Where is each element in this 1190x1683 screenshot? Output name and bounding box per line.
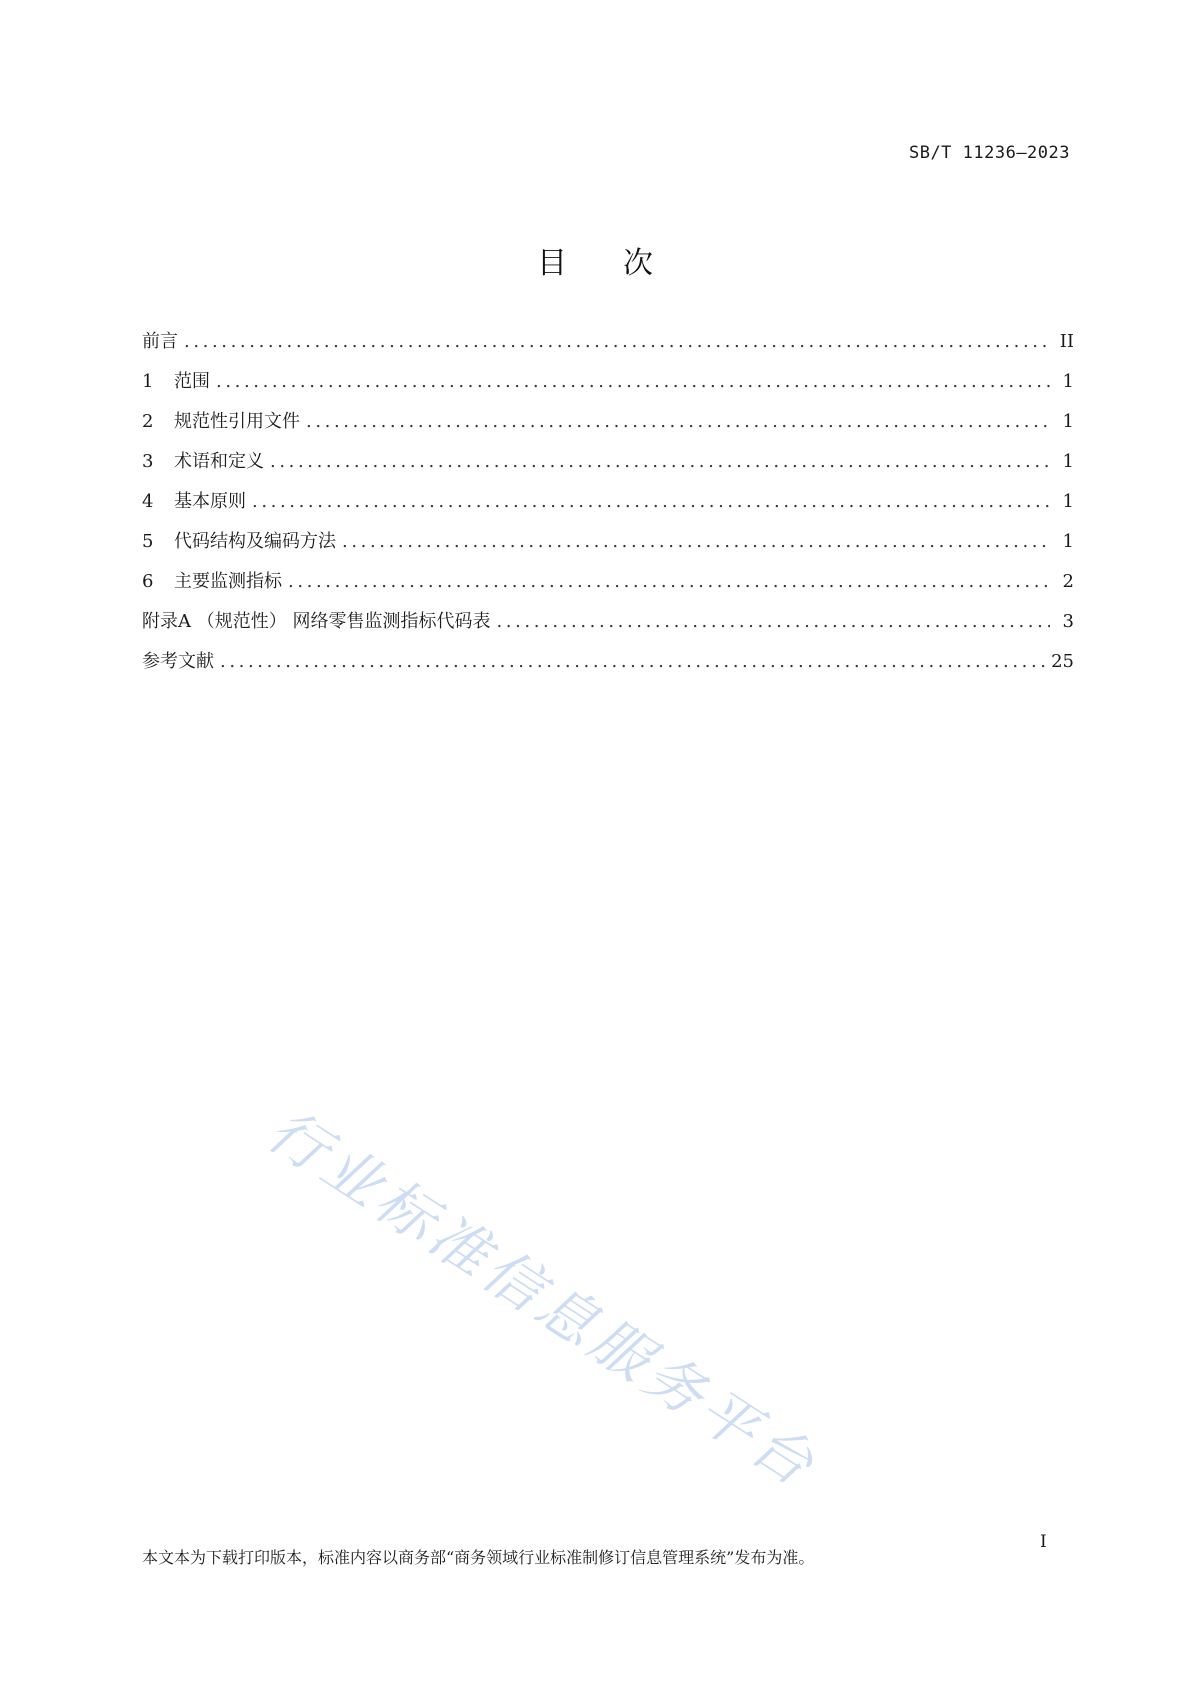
toc-entry-scope[interactable]: [142, 367, 1074, 407]
toc-entry-title: 参考文献: [142, 651, 214, 672]
toc-entry-title: 规范性引用文件: [174, 411, 300, 432]
toc-entry-title: 代码结构及编码方法: [174, 531, 336, 552]
toc-entry-page: II: [1059, 331, 1074, 352]
toc-leader-dots: [220, 651, 1045, 672]
toc-entry-page: 1: [1062, 371, 1074, 392]
toc-entry-page: 25: [1051, 651, 1074, 672]
toc-leader-dots: [342, 531, 1050, 552]
toc-entry-page: 3: [1062, 611, 1074, 632]
toc-leader-dots: [306, 411, 1050, 432]
toc-leader-dots: [288, 571, 1050, 592]
toc-entry-normative-references[interactable]: [142, 407, 1074, 447]
toc-entry-number: 1: [142, 371, 154, 392]
toc-entry-title: 前言: [142, 331, 178, 352]
toc-leader-dots: [184, 331, 1050, 352]
toc-entry-title: 基本原则: [174, 491, 246, 512]
toc-entry-foreword[interactable]: [142, 327, 1074, 367]
toc-entry-monitoring-indicators[interactable]: [142, 567, 1074, 607]
toc-entry-page: 1: [1062, 451, 1074, 472]
toc-entry-code-structure[interactable]: [142, 527, 1074, 567]
toc-entry-title: 范围: [174, 371, 210, 392]
toc-entry-bibliography[interactable]: [142, 647, 1074, 687]
toc-entry-title: 术语和定义: [174, 451, 264, 472]
standard-code: SB/T 11236—2023: [908, 143, 1070, 163]
toc-leader-dots: [216, 371, 1050, 392]
toc-leader-dots: [252, 491, 1050, 512]
toc-entry-page: 2: [1062, 571, 1074, 592]
toc-entry-title: 附录A （规范性） 网络零售监测指标代码表: [142, 611, 491, 632]
table-of-contents: [142, 327, 1074, 687]
toc-leader-dots: [496, 611, 1050, 632]
toc-entry-terms-definitions[interactable]: [142, 447, 1074, 487]
toc-entry-appendix-a[interactable]: [142, 607, 1074, 647]
toc-entry-number: 4: [142, 491, 154, 512]
footer-note: 本文本为下载打印版本，标准内容以商务部“商务领域行业标准制修订信息管理系统”发布为准。: [142, 1548, 815, 1567]
toc-entry-number: 5: [142, 531, 154, 552]
toc-entry-page: 1: [1062, 491, 1074, 512]
toc-entry-number: 6: [142, 571, 154, 592]
toc-entry-page: 1: [1062, 531, 1074, 552]
toc-leader-dots: [270, 451, 1050, 472]
toc-entry-basic-principles[interactable]: [142, 487, 1074, 527]
toc-entry-page: 1: [1062, 411, 1074, 432]
watermark: 行业标准信息服务平台: [255, 1095, 830, 1502]
page-number: I: [1040, 1532, 1047, 1552]
toc-entry-number: 2: [142, 411, 154, 432]
toc-title: 目次: [537, 246, 709, 281]
toc-entry-number: 3: [142, 451, 154, 472]
toc-entry-title: 主要监测指标: [174, 571, 282, 592]
